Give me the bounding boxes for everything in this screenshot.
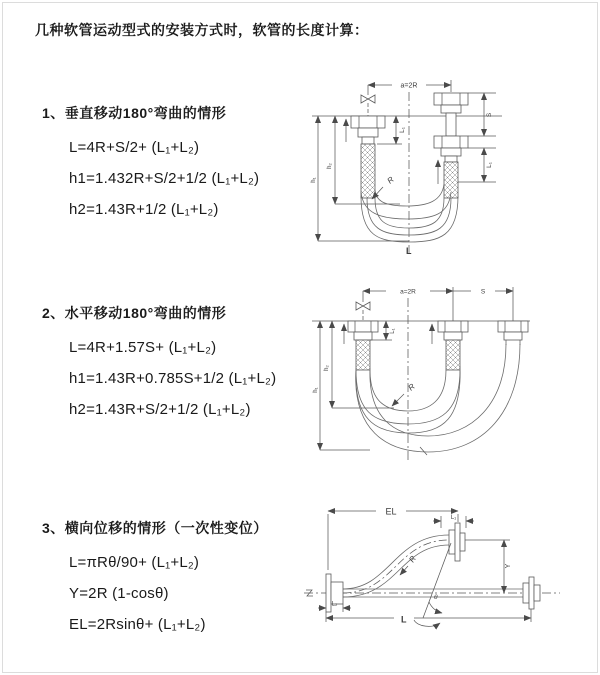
dim-label-h2: h₂ (327, 163, 333, 169)
dim-label-l1-left: L₁ (399, 127, 406, 133)
fitting-2 (432, 321, 468, 370)
formula-length: L=4R+1.57S+ (L₁+L₂) (69, 339, 217, 356)
dim-label-el: EL (385, 506, 397, 517)
dimension-y (465, 540, 512, 593)
radius-callout (400, 554, 418, 575)
dimension-l (326, 609, 531, 625)
dimension-l2 (318, 602, 351, 613)
section-3-heading: 3、横向位移的情形（一次性变位） (42, 520, 268, 536)
formula-h2: h2=1.43R+S/2+1/2 (L₁+L₂) (69, 401, 251, 418)
right-flange (523, 577, 540, 609)
length-label: L (406, 246, 412, 256)
dimension-el (328, 507, 458, 571)
diagram-lateral-displacement (298, 498, 600, 640)
section-lateral-displacement (42, 518, 268, 640)
dim-label-a2r: a=2R (400, 82, 418, 90)
lateral-displacement-diagram-svg (298, 498, 600, 640)
valve-icon (356, 291, 370, 321)
upper-flange (449, 523, 465, 561)
formula-h1: h1=1.432R+S/2+1/2 (L₁+L₂) (69, 170, 260, 187)
page-title: 几种软管运动型式的安装方式时，软管的长度计算： (35, 22, 369, 38)
dim-label-y: Y (505, 563, 512, 569)
valve-icon (361, 85, 375, 116)
dim-label-l2: L₂ (331, 601, 338, 608)
dimension-a2r (368, 80, 451, 92)
dim-label-l1: L₁ (390, 328, 396, 334)
hose-curves (361, 184, 458, 242)
dim-label-l1-right: L₁ (486, 162, 493, 168)
diagram-vertical-move-180 (310, 70, 594, 262)
angle-construction (414, 543, 451, 626)
vertical-move-diagram-svg (310, 70, 594, 262)
dimension-l1-top (433, 515, 474, 528)
dim-label-h2: h₂ (324, 365, 330, 371)
formula-y: Y=2R (1-cosθ) (69, 585, 169, 602)
diagram-horizontal-move-180 (308, 280, 595, 467)
length-label: L (401, 614, 407, 625)
fitting-1 (344, 321, 378, 370)
dim-label-s: S (480, 288, 486, 296)
horizontal-move-diagram-svg (308, 280, 595, 467)
formula-h2: h2=1.43R+1/2 (L₁+L₂) (69, 201, 219, 218)
displaced-hose (343, 535, 449, 597)
hose-curves (356, 340, 520, 455)
dim-label-h1: h₁ (313, 387, 319, 393)
radius-label: R (407, 554, 418, 565)
dim-label-l1: L₁ (450, 515, 457, 521)
dim-label-h1: h₁ (311, 177, 317, 183)
dim-label-s: S (486, 112, 493, 118)
fitting-3 (498, 321, 528, 340)
left-pipe-fitting (346, 116, 385, 198)
section-1-heading: 1、垂直移动180°弯曲的情形 (42, 105, 227, 121)
radius-label: R (385, 174, 396, 186)
radius-callout (392, 382, 417, 406)
formula-length: L=4R+S/2+ (L₁+L₂) (69, 139, 200, 156)
formula-h1: h1=1.43R+0.785S+1/2 (L₁+L₂) (69, 370, 277, 387)
reference-lines (312, 92, 502, 254)
angle-label: θ (434, 594, 438, 601)
radius-callout (372, 175, 396, 199)
radius-label: R (406, 381, 417, 393)
dim-label-a2r: a=2R (400, 288, 416, 296)
section-vertical-move (42, 103, 259, 225)
section-2-heading: 2、水平移动180°弯曲的情形 (42, 305, 227, 321)
section-horizontal-move (42, 303, 276, 425)
formula-length: L=πRθ/90+ (L₁+L₂) (69, 554, 200, 571)
dimension-s (453, 287, 513, 321)
formula-el: EL=2Rsinθ+ (L₁+L₂) (69, 616, 206, 633)
